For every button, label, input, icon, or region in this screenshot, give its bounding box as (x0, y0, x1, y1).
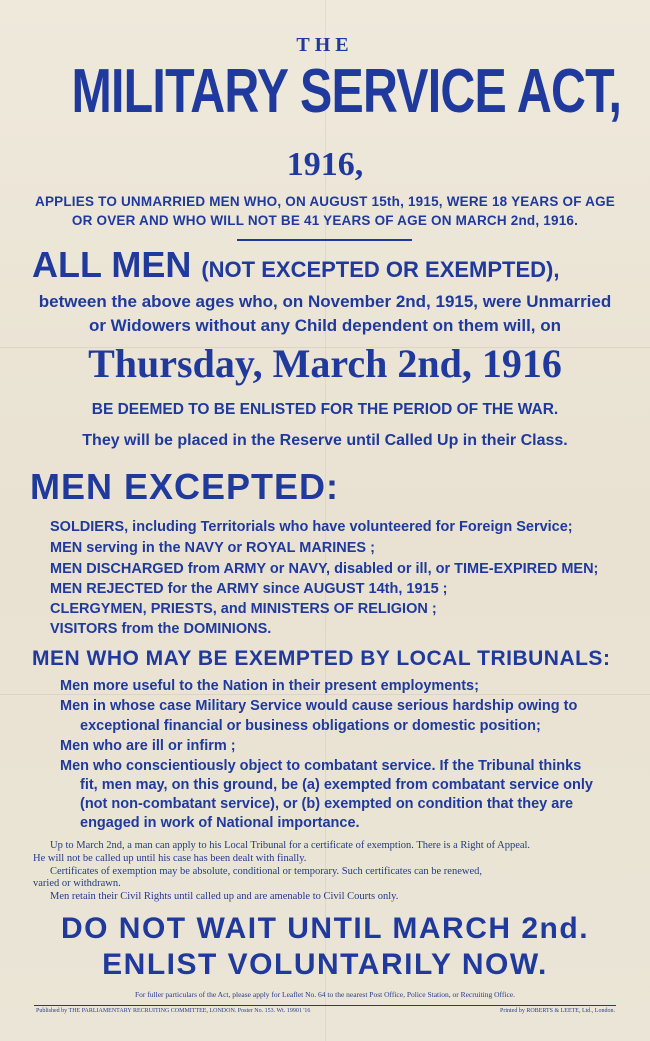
tribunal-line: Men who are ill or infirm ; (60, 738, 236, 754)
tribunal-line: engaged in work of National importance. (80, 815, 360, 831)
footer-rule (34, 1005, 616, 1006)
tribunal-line: Men in whose case Military Service would cause serious hardship owing to (60, 698, 578, 714)
title-the: THE (296, 34, 354, 56)
excepted-item: MEN REJECTED for the ARMY since AUGUST 14th, 1915 ; (50, 581, 448, 597)
tribunal-line: (not non-combatant service), or (b) exempted on condition that they are (80, 796, 574, 812)
enlist-now: ENLIST VOLUNTARILY NOW. (102, 948, 548, 981)
fine-print-line: Men retain their Civil Rights until called up and are amenable to Civil Courts only. (50, 891, 399, 902)
excepted-item: SOLDIERS, including Territorials who have volunteered for Foreign Service; (50, 519, 573, 535)
do-not-wait: DO NOT WAIT UNTIL MARCH 2nd. (60, 912, 590, 945)
poster-title: MILITARY SERVICE ACT, (71, 57, 622, 126)
applies-line-2: OR OVER AND WHO WILL NOT BE 41 YEARS OF AGE ON MARCH 2nd, 1916. (71, 213, 579, 228)
fine-print-line: He will not be called up until his case has been dealt with finally. (33, 853, 307, 864)
reserve-line: They will be placed in the Reserve until Called Up in their Class. (82, 432, 568, 449)
all-men-heading (32, 244, 560, 286)
excepted-item: MEN serving in the NAVY or ROYAL MARINES ; (50, 540, 375, 556)
all-men-heading-main: ALL MEN (32, 244, 192, 285)
fine-print-line: varied or withdrawn. (33, 878, 121, 889)
all-men-heading-paren: (NOT EXCEPTED OR EXEMPTED), (201, 257, 560, 282)
divider (237, 239, 412, 241)
year-heading: 1916, (286, 146, 364, 183)
applies-line-1: APPLIES TO UNMARRIED MEN WHO, ON AUGUST 15th, 1915, WERE 18 YEARS OF AGE (35, 194, 615, 209)
tribunals-heading: MEN WHO MAY BE EXEMPTED BY LOCAL TRIBUNALS: (32, 647, 611, 670)
tribunal-line: fit, men may, on this ground, be (a) exempted from combatant service only (80, 777, 593, 793)
tribunal-line: exceptional financial or business obligations or domestic position; (80, 718, 541, 734)
publisher-line: Published by THE PARLIAMENTARY RECRUITING COMMITTEE, LONDON. Poster No. 153. Wt. 19901 '16 (36, 1008, 311, 1014)
fine-print-line: Up to March 2nd, a man can apply to his Local Tribunal for a certificate of exemption. There is a Right of Appeal. (50, 840, 531, 851)
deemed-line: BE DEEMED TO BE ENLISTED FOR THE PERIOD OF THE WAR. (91, 401, 559, 418)
men-excepted-heading: MEN EXCEPTED: (30, 466, 340, 507)
enlist-date: Thursday, March 2nd, 1916 (88, 341, 562, 386)
printer-line: Printed by ROBERTS & LEETE, Ltd., London. (500, 1008, 615, 1014)
tribunal-line: Men who conscientiously object to combatant service. If the Tribunal thinks (60, 758, 582, 774)
all-men-line-1: between the above ages who, on November 2nd, 1915, were Unmarried (38, 292, 612, 311)
excepted-item: MEN DISCHARGED from ARMY or NAVY, disabled or ill, or TIME-EXPIRED MEN; (50, 561, 599, 577)
excepted-item: CLERGYMEN, PRIESTS, and MINISTERS OF RELIGION ; (50, 601, 437, 617)
fine-print-line: Certificates of exemption may be absolute, conditional or temporary. Such certificates can be renewed, (50, 866, 482, 877)
particulars-line: For fuller particulars of the Act, please apply for Leaflet No. 64 to the nearest Post Office, Police Station, or Recruiting Office. (134, 990, 516, 999)
tribunal-line: Men more useful to the Nation in their present employments; (60, 678, 479, 694)
excepted-item: VISITORS from the DOMINIONS. (50, 621, 272, 637)
all-men-line-2: or Widowers without any Child dependent on them will, on (88, 316, 562, 335)
